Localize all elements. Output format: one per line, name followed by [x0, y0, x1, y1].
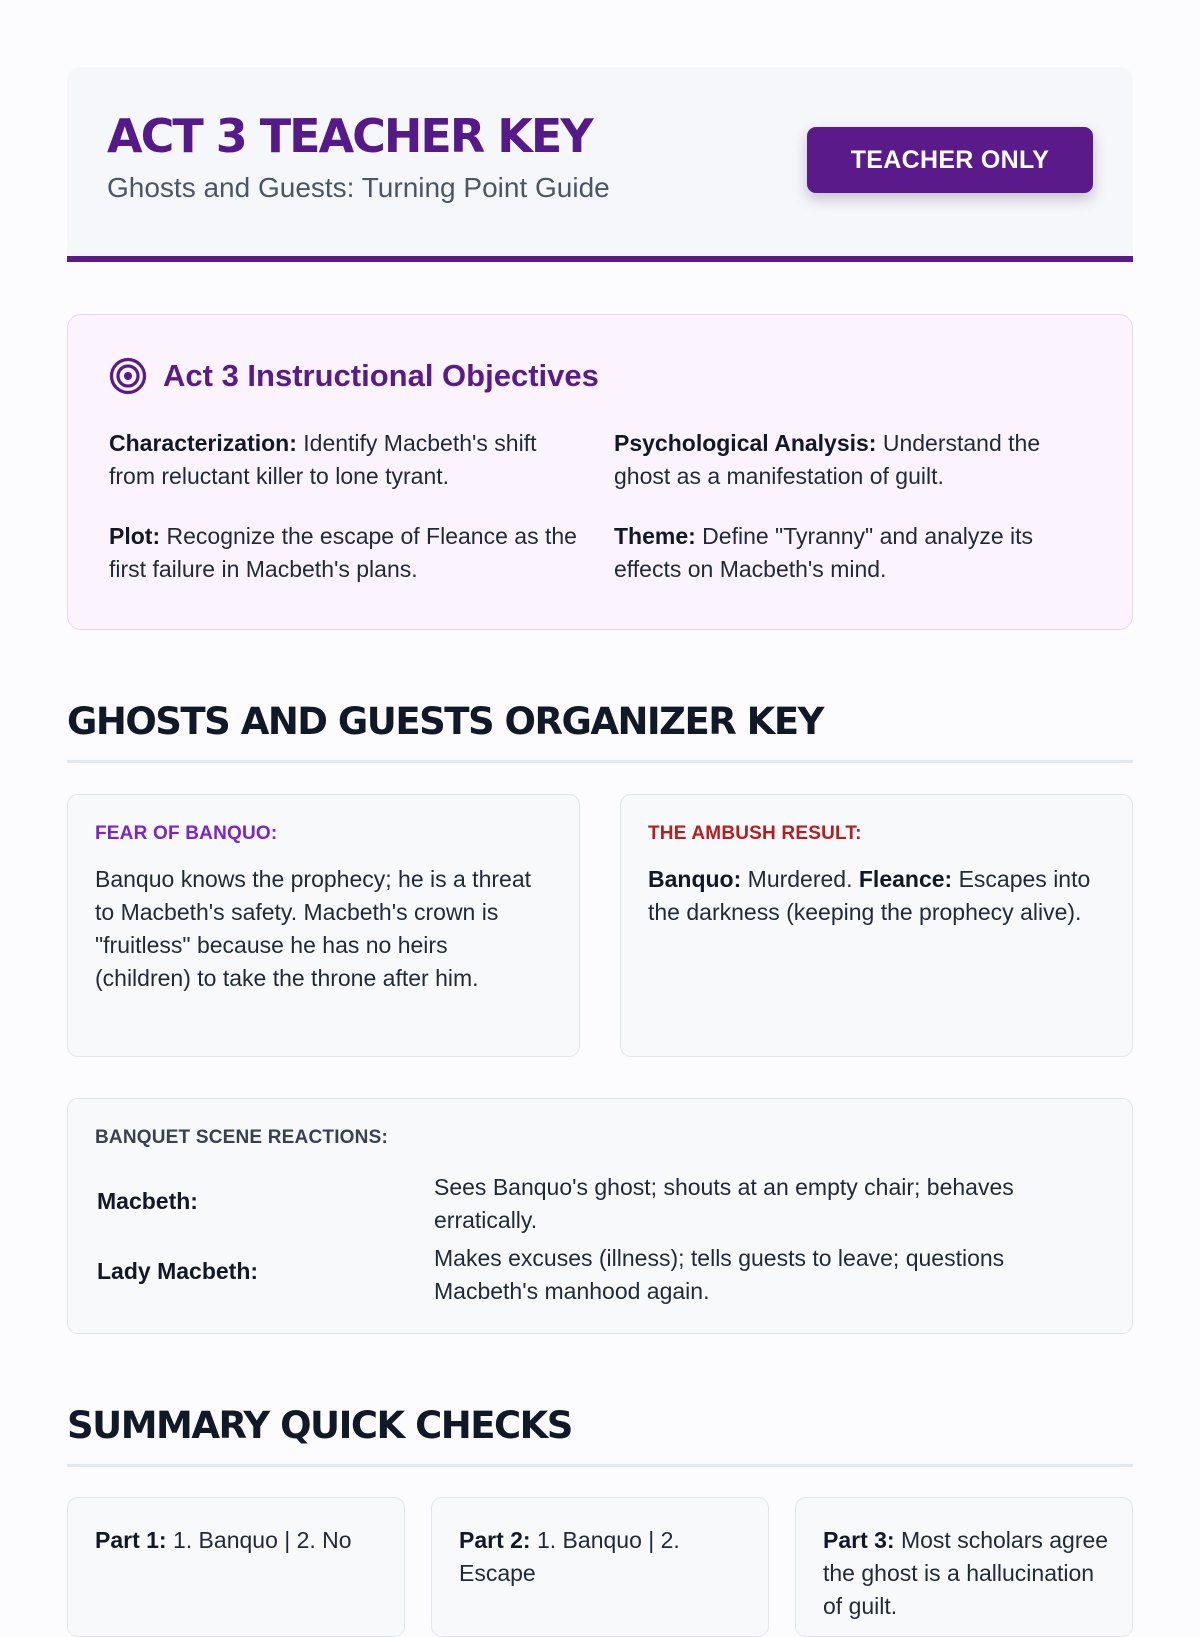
banquo-text: Murdered. [741, 866, 859, 892]
page-subtitle: Ghosts and Guests: Turning Point Guide [107, 172, 610, 203]
summary-part-text: Most scholars agree the ghost is a hallucination of guilt. [823, 1527, 1109, 1619]
objective-label: Theme: [614, 523, 696, 549]
objectives-header [109, 357, 599, 395]
summary-part-1-text [95, 1524, 384, 1557]
summary-heading: SUMMARY QUICK CHECKS [67, 1404, 1133, 1467]
summary-part-label: Part 1: [95, 1527, 167, 1553]
objective-text: Define "Tyranny" and analyze its effects on Macbeth's mind. [614, 523, 1034, 582]
ambush-result-card [620, 794, 1133, 1057]
objective-label: Psychological Analysis: [614, 430, 877, 456]
banquo-label: Banquo: [648, 866, 742, 892]
fleance-text: Escapes into the darkness (keeping the prophecy alive). [648, 866, 1091, 925]
page-title: ACT 3 TEACHER KEY [107, 109, 592, 163]
summary-part-3-card [795, 1497, 1133, 1637]
objective-psychological [614, 427, 1089, 493]
teacher-only-badge: TEACHER ONLY [807, 127, 1093, 193]
summary-part-text: 1. Banquo | 2. No [166, 1527, 352, 1553]
summary-part-1-card [67, 1497, 405, 1637]
banquet-reactions-card [67, 1098, 1133, 1334]
objective-plot [109, 520, 584, 586]
target-icon [109, 357, 147, 395]
reaction-row-macbeth [97, 1171, 1097, 1237]
objective-text: Identify Macbeth's shift from reluctant killer to lone tyrant. [109, 430, 537, 489]
summary-part-text: 1. Banquo | 2. Escape [459, 1527, 680, 1586]
objective-label: Plot: [109, 523, 161, 549]
objective-text: Understand the ghost as a manifestation of guilt. [614, 430, 1041, 489]
objective-theme [614, 520, 1089, 586]
summary-part-3-text [823, 1524, 1112, 1623]
ambush-result-text [648, 863, 1108, 929]
objectives-title: Act 3 Instructional Objectives [163, 358, 599, 393]
reaction-row-lady-macbeth [97, 1242, 1097, 1308]
banquet-reactions-label: BANQUET SCENE REACTIONS: [95, 1127, 388, 1148]
objective-label: Characterization: [109, 430, 297, 456]
reaction-name: Macbeth: [97, 1188, 198, 1214]
page [67, 67, 1133, 1619]
reaction-desc: Sees Banquo's ghost; shouts at an empty chair; behaves erratically. [434, 1174, 1014, 1233]
summary-part-label: Part 3: [823, 1527, 895, 1553]
reaction-desc: Makes excuses (illness); tells guests to leave; questions Macbeth's manhood again. [434, 1245, 1005, 1304]
summary-part-2-card [431, 1497, 769, 1637]
fear-of-banquo-text: Banquo knows the prophecy; he is a threat to Macbeth's safety. Macbeth's crown is "fruitless" because he has no heirs (children) to take the throne after him. [95, 866, 532, 991]
fleance-label: Fleance: [858, 866, 953, 892]
ambush-result-label: THE AMBUSH RESULT: [648, 823, 862, 844]
organizer-heading: GHOSTS AND GUESTS ORGANIZER KEY [67, 700, 1133, 763]
header [67, 67, 1133, 262]
objectives-panel [67, 314, 1133, 630]
objective-text: Recognize the escape of Fleance as the first failure in Macbeth's plans. [109, 523, 577, 582]
reaction-name: Lady Macbeth: [97, 1258, 259, 1284]
objective-characterization [109, 427, 584, 493]
summary-part-label: Part 2: [459, 1527, 531, 1553]
summary-part-2-text [459, 1524, 748, 1590]
fear-of-banquo-card [67, 794, 580, 1057]
fear-of-banquo-label: FEAR OF BANQUO: [95, 823, 278, 844]
